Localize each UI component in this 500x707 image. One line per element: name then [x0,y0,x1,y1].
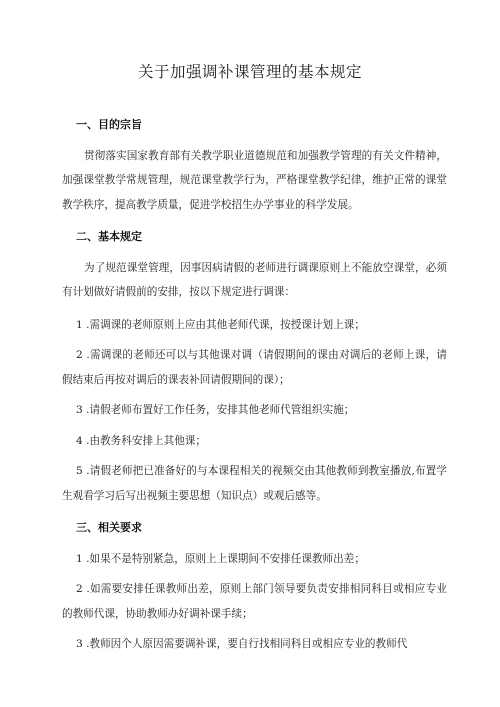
list-item: 1 .需调课的老师原则上应由其他老师代课，按授课计划上课； [76,318,365,331]
section-heading: 一、目的宗旨 [76,118,142,131]
section-requirements [62,516,447,657]
list-item: 3 .教师因个人原因需要调补课，要自行找相同科目或相应专业的教师代 [76,638,408,650]
document-title: 关于加强调补课管理的基本规定 [137,63,362,81]
list-item: 2 .如需要安排任课教师出差，原则上部门领导要负责安排相同科目或相应专业的教师代课，协助教师办好调补课手续； [62,583,447,620]
section-basic-rules [62,225,447,508]
list-item: 4 .由教务科安排上其他课； [76,434,207,447]
section-paragraph: 为了规范课堂管理，因事因病请假的老师进行调课原则上不能放空课堂，必须有计划做好请假前的安排，按以下规定进行调课： [62,261,447,298]
list-item: 3 .请假老师布置好工作任务，安排其他老师代管组织实施； [76,404,355,416]
section-purpose [62,113,447,217]
section-heading: 二、基本规定 [76,230,142,243]
section-paragraph: 贯彻落实国家教育部有关教学职业道德规范和加强教学管理的有关文件精神，加强课堂教学常规管理，规范课堂教学行为，严格课堂教学纪律，维护正常的课堂教学秩序，提高教学质量，促进学校招生办学事业的科学发展。 [62,149,447,211]
document-body [62,113,447,663]
list-item: 2 .需调课的老师还可以与其他课对调（请假期间的课由对调后的老师上课，请假结束后再按对调后的课表补回请假期间的课）； [62,349,447,386]
list-item: 5 .请假老师把已准备好的与本课程相关的视频交由其他教师到教室播放,布置学生观看学习后写出视频主要思想（知识点）或观后感等。 [62,465,447,502]
list-item: 1 .如果不是特别紧急，原则上上课期间不安排任课教师出差； [76,552,365,565]
section-heading: 三、相关要求 [76,521,142,534]
